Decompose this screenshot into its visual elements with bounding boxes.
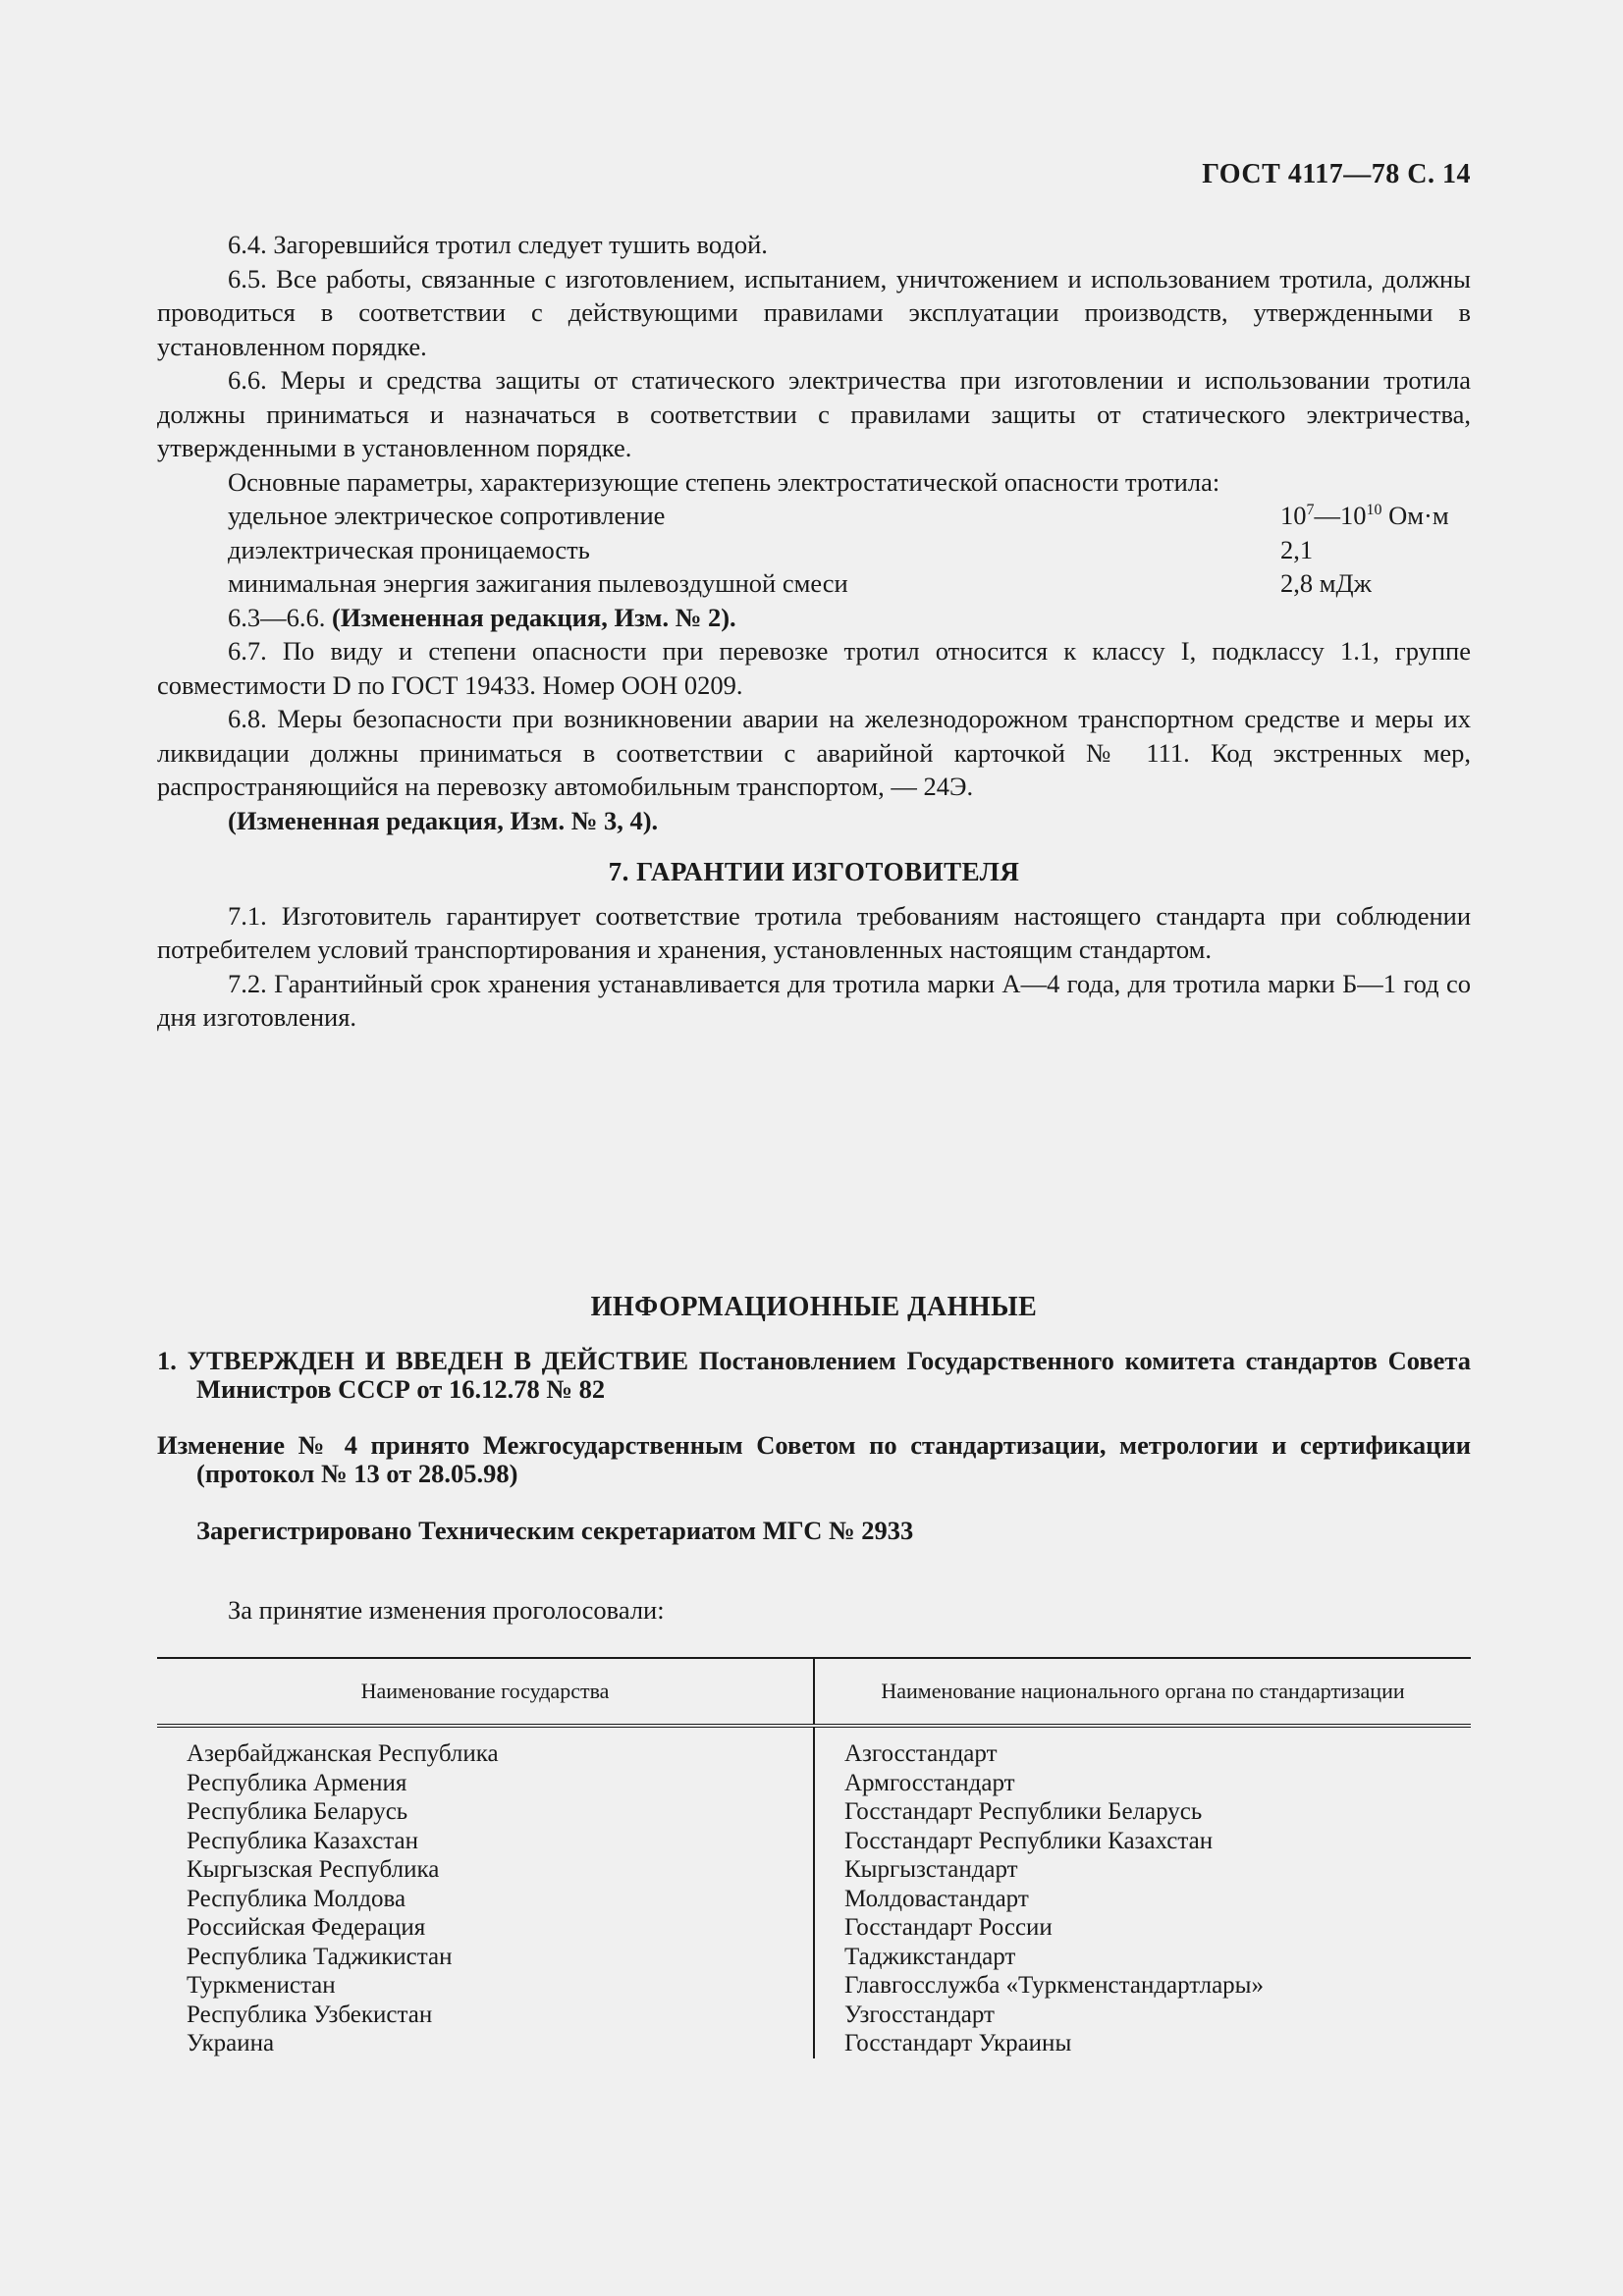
paragraph-7-2: 7.2. Гарантийный срок хранения устанавливается для тротила марки А—4 года, для тротила марки Б—1 год со дня изготовления. [157, 968, 1471, 1032]
table-cell-state: Республика Узбекистан [187, 2001, 433, 2028]
edit-note-3-4: (Измененная редакция, Изм. № 3, 4). [228, 805, 659, 835]
page-header: ГОСТ 4117—78 С. 14 [1202, 159, 1471, 189]
table-cell-body: Госстандарт Республики Беларусь [844, 1798, 1203, 1825]
info-registered: Зарегистрировано Техническим секретариатом МГС № 2933 [196, 1516, 914, 1545]
paragraph-6-4: 6.4. Загоревшийся тротил следует тушить водой. [228, 230, 768, 259]
table-cell-state: Украина [187, 2030, 275, 2056]
param-row-permittivity [157, 533, 1471, 567]
header-body: Наименование национального органа по стандартизации [881, 1679, 1405, 1703]
table-cell-state: Республика Казахстан [187, 1827, 418, 1854]
states-column [157, 1728, 815, 2058]
table-cell-body: Таджикстандарт [844, 1943, 1016, 1970]
paragraph-7-1: 7.1. Изготовитель гарантирует соответствие тротила требованиям настоящего стандарта при соблюдении потребителем условий транспортирования и хранения, установленных настоящим стандартом. [157, 900, 1471, 964]
table-cell-body: Азгосстандарт [844, 1740, 998, 1767]
vote-table [157, 1657, 1471, 2058]
table-cell-state: Азербайджанская Республика [187, 1740, 499, 1767]
table-cell-body: Узгосстандарт [844, 2001, 995, 2028]
params-intro: Основные параметры, характеризующие степень электростатической опасности тротила: [228, 466, 1220, 497]
info-voted: За принятие изменения проголосовали: [228, 1595, 665, 1625]
param-name: диэлектрическая проницаемость [228, 534, 590, 564]
vote-table-body [157, 1728, 1471, 2058]
section-6-body [157, 228, 1471, 1035]
param-name: удельное электрическое сопротивление [228, 501, 666, 530]
table-cell-state: Республика Беларусь [187, 1798, 408, 1825]
table-cell-body: Госстандарт Украины [844, 2030, 1072, 2056]
header-state: Наименование государства [157, 1659, 815, 1724]
table-cell-body: Кыргызстандарт [844, 1856, 1018, 1883]
table-cell-body: Госстандарт России [844, 1914, 1053, 1941]
paragraph-6-7: 6.7. По виду и степени опасности при перевозке тротил относится к классу I, подклассу 1.1, группе совместимости D по ГОСТ 19433. Номер ООН 0209. [157, 636, 1471, 700]
section-7-title: 7. ГАРАНТИИ ИЗГОТОВИТЕЛЯ [608, 857, 1020, 886]
table-cell-state: Кыргызская Республика [187, 1856, 440, 1883]
info-section [157, 1292, 1471, 1626]
info-item-1: 1. УТВЕРЖДЕН И ВВЕДЕН В ДЕЙСТВИЕ Постановлением Государственного комитета стандартов Совета Министров СССР от 16.12.78 № 82 [157, 1346, 1471, 1404]
paragraph-6-8: 6.8. Меры безопасности при возникновении аварии на железнодорожном транспортном средстве и меры их ликвидации должны приниматься в соответствии с аварийной карточкой № 111. Код экстренных мер, распространяющийся на перевозку автомобильным транспортом, — 24Э. [157, 704, 1471, 801]
param-row-ignition-energy [157, 566, 1471, 601]
info-change-4: Изменение № 4 принято Межгосударственным Советом по стандартизации, метрологии и сертификации (протокол № 13 от 28.05.98) [157, 1430, 1471, 1488]
info-title: ИНФОРМАЦИОННЫЕ ДАННЫЕ [590, 1292, 1038, 1322]
edit-note-6-3-6-6: 6.3—6.6. (Измененная редакция, Изм. № 2). [228, 602, 736, 632]
table-cell-body: Главгосслужба «Туркменстандартлары» [844, 1972, 1264, 1999]
table-cell-state: Республика Молдова [187, 1885, 406, 1912]
vote-table-header [157, 1657, 1471, 1728]
paragraph-6-5: 6.5. Все работы, связанные с изготовлением, испытанием, уничтожением и использованием тротила, должны проводиться в соответствии с действующими правилами эксплуатации производств, утвержденными в установленном порядке. [157, 263, 1471, 361]
paragraph-6-6: 6.6. Меры и средства защиты от статического электричества при изготовлении и использовании тротила должны приниматься и назначаться в соответствии с правилами защиты от статического электричества, утвержденными в установленном порядке. [157, 365, 1471, 462]
bodies-column [815, 1728, 1471, 2058]
table-cell-state: Республика Таджикистан [187, 1943, 453, 1970]
param-value: 2,1 [1280, 534, 1314, 564]
param-row-resistivity [157, 499, 1471, 533]
table-cell-body: Молдовастандарт [844, 1885, 1029, 1912]
table-cell-body: Госстандарт Республики Казахстан [844, 1827, 1214, 1854]
table-cell-state: Туркменистан [187, 1972, 336, 1999]
param-value: $10^7—10^{10}$ Ом·м [1280, 501, 1449, 530]
table-cell-state: Российская Федерация [187, 1914, 426, 1941]
param-value: 2,8 мДж [1280, 568, 1372, 598]
param-name: минимальная энергия зажигания пылевоздушной смеси [228, 568, 848, 598]
table-cell-state: Республика Армения [187, 1769, 407, 1796]
table-cell-body: Армгосстандарт [844, 1769, 1015, 1796]
